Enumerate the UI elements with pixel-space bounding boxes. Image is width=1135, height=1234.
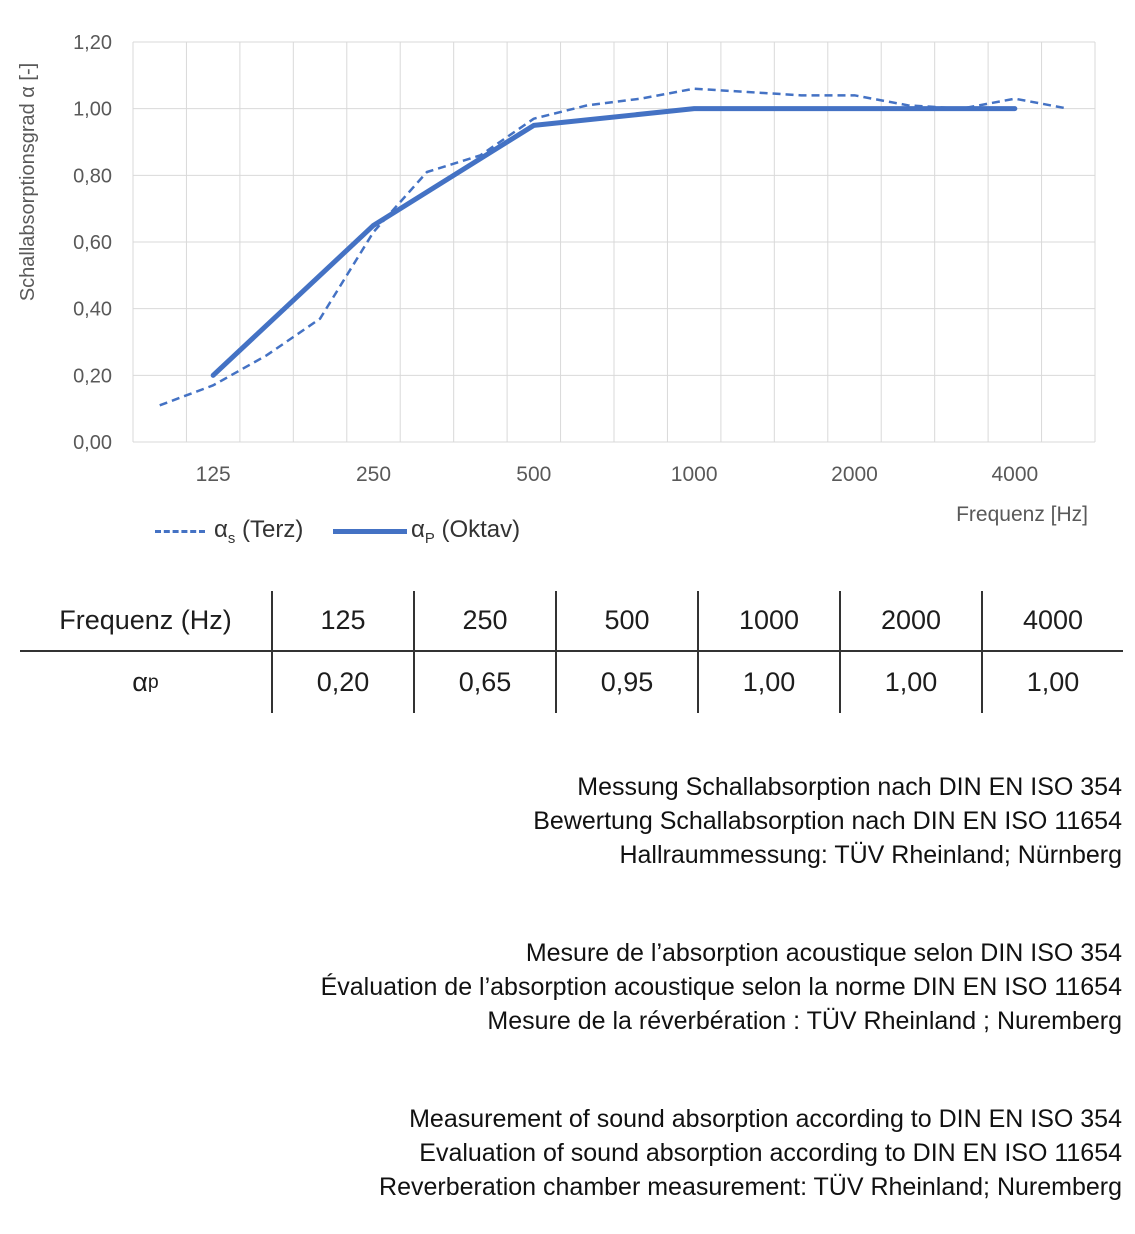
table-value-250: 0,65	[413, 652, 555, 713]
y-tick-label: 0,20	[73, 365, 112, 388]
x-tick-label: 1000	[670, 463, 718, 486]
legend-oktav-sub: P	[424, 530, 435, 547]
table-header-4000: 4000	[981, 591, 1123, 652]
legend-terz-rest: (Terz)	[235, 515, 304, 543]
legend-terz-sub: s	[227, 530, 236, 547]
measurement-notes	[12, 770, 1122, 1234]
alpha-sub-p: p	[147, 671, 159, 693]
note-french-line2: Évaluation de l’absorption acoustique selon la norme DIN EN ISO 11654	[320, 973, 1122, 1001]
note-french-line3: Mesure de la réverbération : TÜV Rheinland ; Nuremberg	[487, 1007, 1122, 1035]
table-header-2000: 2000	[839, 591, 981, 652]
y-axis-title: Schallabsorptionsgrad α [-]	[17, 62, 39, 302]
table-value-2000: 1,00	[839, 652, 981, 713]
legend-item-terz	[155, 513, 303, 549]
legend-label-terz	[214, 516, 303, 547]
terz-dashed-line-sample	[155, 530, 205, 533]
note-french-line1: Mesure de l’absorption acoustique selon DIN ISO 354	[525, 939, 1122, 967]
table-value-1000: 1,00	[697, 652, 839, 713]
x-axis-title: Frequenz [Hz]	[956, 503, 1088, 526]
y-tick-label: 0,80	[73, 165, 112, 188]
table-header-500: 500	[555, 591, 697, 652]
x-tick-label: 500	[516, 463, 552, 486]
y-tick-label: 0,40	[73, 298, 112, 321]
table-value-4000: 1,00	[981, 652, 1123, 713]
legend-oktav-rest: (Oktav)	[434, 515, 521, 543]
x-tick-label: 125	[195, 463, 231, 486]
x-tick-label: 2000	[831, 463, 878, 486]
note-german	[12, 770, 1122, 872]
table-header-1000: 1000	[697, 591, 839, 652]
y-tick-label: 1,00	[73, 98, 112, 121]
table-value-500: 0,95	[555, 652, 697, 713]
note-english-line1: Measurement of sound absorption according to DIN EN ISO 354	[409, 1105, 1122, 1133]
legend-item-oktav	[333, 513, 520, 549]
alpha-symbol: α	[132, 667, 148, 697]
legend-oktav-alpha: α	[411, 515, 425, 543]
y-tick-label: 1,20	[73, 32, 112, 54]
y-tick-label: 0,60	[73, 232, 112, 254]
note-english-line2: Evaluation of sound absorption according to DIN EN ISO 11654	[419, 1139, 1122, 1167]
y-tick-label: 0,00	[73, 432, 112, 454]
table-row-label-alpha-p	[20, 652, 271, 713]
table-header-frequency: Frequenz (Hz)	[20, 591, 271, 652]
x-tick-label: 250	[355, 463, 392, 486]
oktav-solid-line-sample	[333, 529, 407, 534]
absorption-table	[20, 591, 1123, 713]
note-german-line3: Hallraummessung: TÜV Rheinland; Nürnberg	[619, 841, 1122, 869]
table-value-125: 0,20	[271, 652, 413, 713]
absorption-chart	[0, 0, 1135, 495]
note-german-line2: Bewertung Schallabsorption nach DIN EN ISO 11654	[533, 807, 1122, 835]
note-english-line3: Reverberation chamber measurement: TÜV Rheinland; Nuremberg	[379, 1173, 1122, 1201]
note-french	[12, 936, 1122, 1038]
legend-terz-alpha: α	[214, 515, 228, 543]
table-header-250: 250	[413, 591, 555, 652]
note-german-line1: Messung Schallabsorption nach DIN EN ISO 354	[577, 773, 1122, 801]
table-header-125: 125	[271, 591, 413, 652]
x-tick-label: 4000	[991, 463, 1039, 486]
note-english	[12, 1102, 1122, 1204]
legend-label-oktav	[411, 516, 520, 547]
